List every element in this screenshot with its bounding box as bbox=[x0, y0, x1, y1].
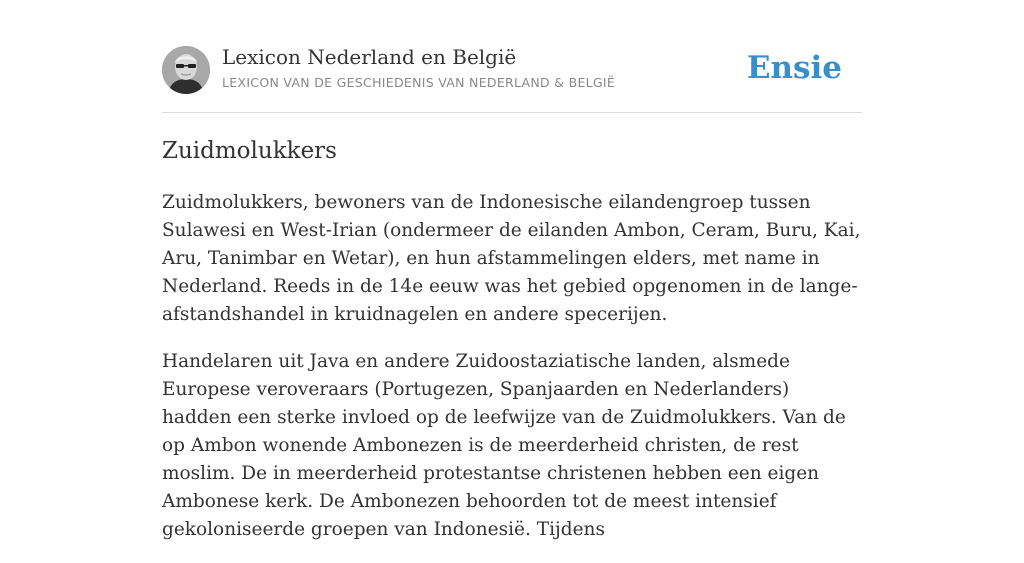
page-container bbox=[162, 0, 862, 540]
article-paragraph: Zuidmolukkers, bewoners van de Indonesische eilandengroep tussen Sulawesi en West-Irian (ondermeer de eilanden Ambon, Ceram, Buru, Kai, Aru, Tanimbar en Wetar), en hun afstammelingen elders, met name in Nederland. Reeds in de 14e eeuw was het gebied opgenomen in de lange-afstandshandel in kruidnagelen en andere specerijen. bbox=[162, 192, 861, 325]
article-title: Zuidmolukkers bbox=[162, 138, 337, 164]
author-name[interactable]: Lexicon Nederland en België bbox=[222, 45, 517, 69]
author-avatar[interactable] bbox=[162, 46, 210, 94]
author-subtitle: LEXICON VAN DE GESCHIEDENIS VAN NEDERLAND & BELGIË bbox=[222, 75, 616, 90]
author-header bbox=[162, 0, 862, 113]
avatar-portrait-icon bbox=[162, 46, 210, 94]
brand-logo[interactable]: Ensie bbox=[746, 50, 842, 86]
article-body bbox=[162, 189, 862, 563]
article-paragraph: Handelaren uit Java en andere Zuidoostaziatische landen, alsmede Europese veroveraars (Portugezen, Spanjaarden en Nederlanders) hadden een sterke invloed op de leefwijze van de Zuidmolukkers. Van de op Ambon wonende Ambonezen is de meerderheid christen, de rest moslim. De in meerderheid protestantse christenen hebben een eigen Ambonese kerk. De Ambonezen behoorden tot de meest intensief gekoloniseerde groepen van Indonesië. Tijdens bbox=[162, 351, 846, 540]
